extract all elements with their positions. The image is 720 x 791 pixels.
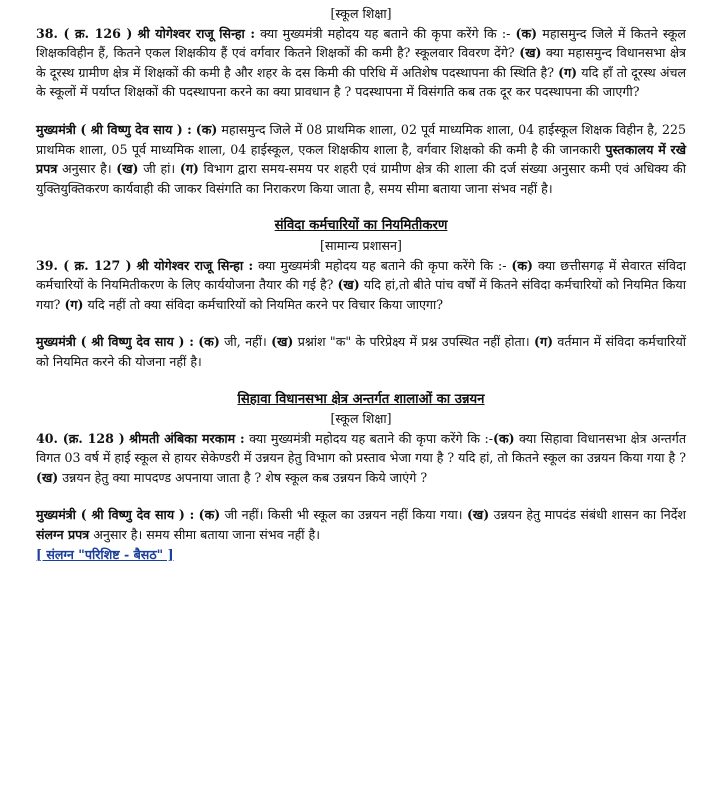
section-heading-40: सिहावा विधानसभा क्षेत्र अन्तर्गत शालाओं का उन्नयन [237,391,485,407]
annexure-reference [36,545,686,565]
question-text: यदि नहीं तो क्या संविदा कर्मचारियों को नियमित करने पर विचार किया जाएगा? [83,296,444,312]
answer-bold-text: संलग्न प्रपत्र [36,527,90,543]
answer-speaker: मुख्यमंत्री ( श्री विष्णु देव साय ) : [36,121,192,137]
question-text: क्या मुख्यमंत्री महोदय यह बताने की कृपा करेंगे कि :- [253,257,507,273]
question-asker: श्रीमती अंबिका मरकाम : [129,430,245,446]
question-number: 39. ( क्र. 127 ) [36,257,132,273]
part-marker-kha: (ख) [519,45,542,61]
question-text: क्या सिहावा विधानसभा क्षेत्र अन्तर्गत विगत 03 वर्ष में हाई स्कूल से हायर सेकेण्डरी में उन्नयन हेतु विभाग को प्रस्ताव भेजा गया है ? यदि हां, तो कितने स्कूल का उन्नयन किया गया है ? [36,430,686,466]
answer-39 [36,332,686,371]
question-text: महासमुन्द जिले में कितने स्कूल शिक्षकविहीन हैं, कितने एकल शिक्षकीय हैं एवं वर्गवार कितने शिक्षकों की कमी है? स्कूलवार विवरण देंगे? [36,25,686,61]
answer-text: जी नहीं। किसी भी स्कूल का उन्नयन नहीं किया गया। [220,507,463,523]
question-39 [36,256,686,315]
question-text: यदि हाँ तो दूरस्थ अंचल के स्कूलों में पर्याप्त शिक्षकों की पदस्थापना करने का क्या प्रावधान है ? पदस्थापना में विसंगति कब तक दूर कर पदस्थापना की जाएगी? [36,64,686,100]
answer-40 [36,505,686,544]
question-number: 40. (क्र. 128 ) [36,430,125,446]
part-marker-ga: (ग) [179,161,199,177]
answer-text: प्रश्नांश "क" के परिप्रेक्ष्य में प्रश्न उपस्थित नहीं होता। [293,334,530,350]
question-asker: श्री योगेश्वर राजू सिन्हा : [137,25,255,41]
answer-text: जी हां। [138,161,176,177]
answer-text: विभाग द्वारा समय-समय पर शहरी एवं ग्रामीण क्षेत्र की शाला की दर्ज संख्या अनुसार कमी एवं अधिक्य की युक्तियुक्तिकरण कार्यवाही की जाकर विसंगति का निराकरण किया जाता है, समय सीमा बताया जाना संभव नहीं है। [36,161,686,196]
answer-text: जी, नहीं। [219,334,267,350]
part-marker-kha: (ख) [271,334,294,350]
question-40 [36,429,686,488]
part-marker-kha: (ख) [116,161,139,177]
answer-text: वर्तमान में संविदा कर्मचारियों को नियमित करने की योजना नहीं है। [36,334,687,369]
part-marker-kha: (ख) [466,507,490,523]
question-38 [36,24,686,102]
part-marker-ka: (क) [198,334,220,350]
question-text: क्या छत्तीसगढ़ में सेवारत संविदा कर्मचारियों के नियमितीकरण के लिए कार्ययोजना तैयार की गई है? [36,257,686,293]
part-marker-ka: (क) [198,507,221,523]
part-marker-ga: (ग) [534,334,554,350]
question-text: क्या महासमुन्द विधानसभा क्षेत्र के दूरस्थ ग्रामीण क्षेत्र में शिक्षकों की कमी है और शहर के दस किमी की परिधि में अतिशेष पदस्थापना की स्थिति है? [36,45,686,80]
part-marker-ka: (क) [515,25,538,41]
section-heading-39: संविदा कर्मचारियों का नियमितीकरण [274,218,448,234]
department-tag: [स्कूल शिक्षा] [330,411,392,427]
answer-speaker: मुख्यमंत्री ( श्री विष्णु देव साय ) : [36,334,194,350]
answer-text: अनुसार है। समय सीमा बताया जाना संभव नहीं है। [89,527,321,543]
part-marker-ka: (क) [511,257,534,273]
part-marker-ka: (क) [492,430,515,446]
question-text: यदि हां,तो बीते पांच वर्षों में कितने संविदा कर्मचारियों को नियमित किया गया? [36,277,686,312]
answer-38 [36,120,686,198]
question-asker: श्री योगेश्वर राजू सिन्हा : [136,257,254,273]
annexure-link[interactable]: [ संलग्न "परिशिष्ट - बैसठ" ] [36,546,174,562]
question-text: उन्नयन हेतु क्या मापदण्ड अपनाया जाता है ? शेष स्कूल कब उन्नयन किये जाएंगे ? [58,469,428,485]
part-marker-ga: (ग) [558,64,578,80]
part-marker-ka: (क) [195,121,218,137]
part-marker-kha: (ख) [36,469,59,485]
answer-text: अनुसार है। [57,161,112,177]
answer-text: उन्नयन हेतु मापदंड संबंधी शासन का निर्देश [489,507,686,523]
question-text: क्या मुख्यमंत्री महोदय यह बताने की कृपा करेंगे कि :- [254,25,511,41]
part-marker-ga: (ग) [64,296,84,312]
answer-text: महासमुन्द जिले में 08 प्राथमिक शाला, 02 पूर्व माध्यमिक शाला, 04 हाईस्कूल शिक्षक विहीन है, 225 प्राथमिक शाला, 05 पूर्व माध्यमिक शाला, 04 हाईस्कूल, एकल शिक्षकीय शाला है, वर्गवार शिक्षको की कमी है की जानकारी [36,121,686,157]
department-tag: [स्कूल शिक्षा] [330,6,392,21]
department-tag: [सामान्य प्रशासन] [320,237,402,253]
question-number: 38. ( क्र. 126 ) [36,25,133,41]
question-text: क्या मुख्यमंत्री महोदय यह बताने की कृपा करेंगे कि :- [244,430,493,446]
part-marker-kha: (ख) [337,277,360,293]
answer-bold-text: पुस्तकालय में रखे प्रपत्र [36,141,686,177]
answer-speaker: मुख्यमंत्री ( श्री विष्णु देव साय ) : [36,507,195,523]
